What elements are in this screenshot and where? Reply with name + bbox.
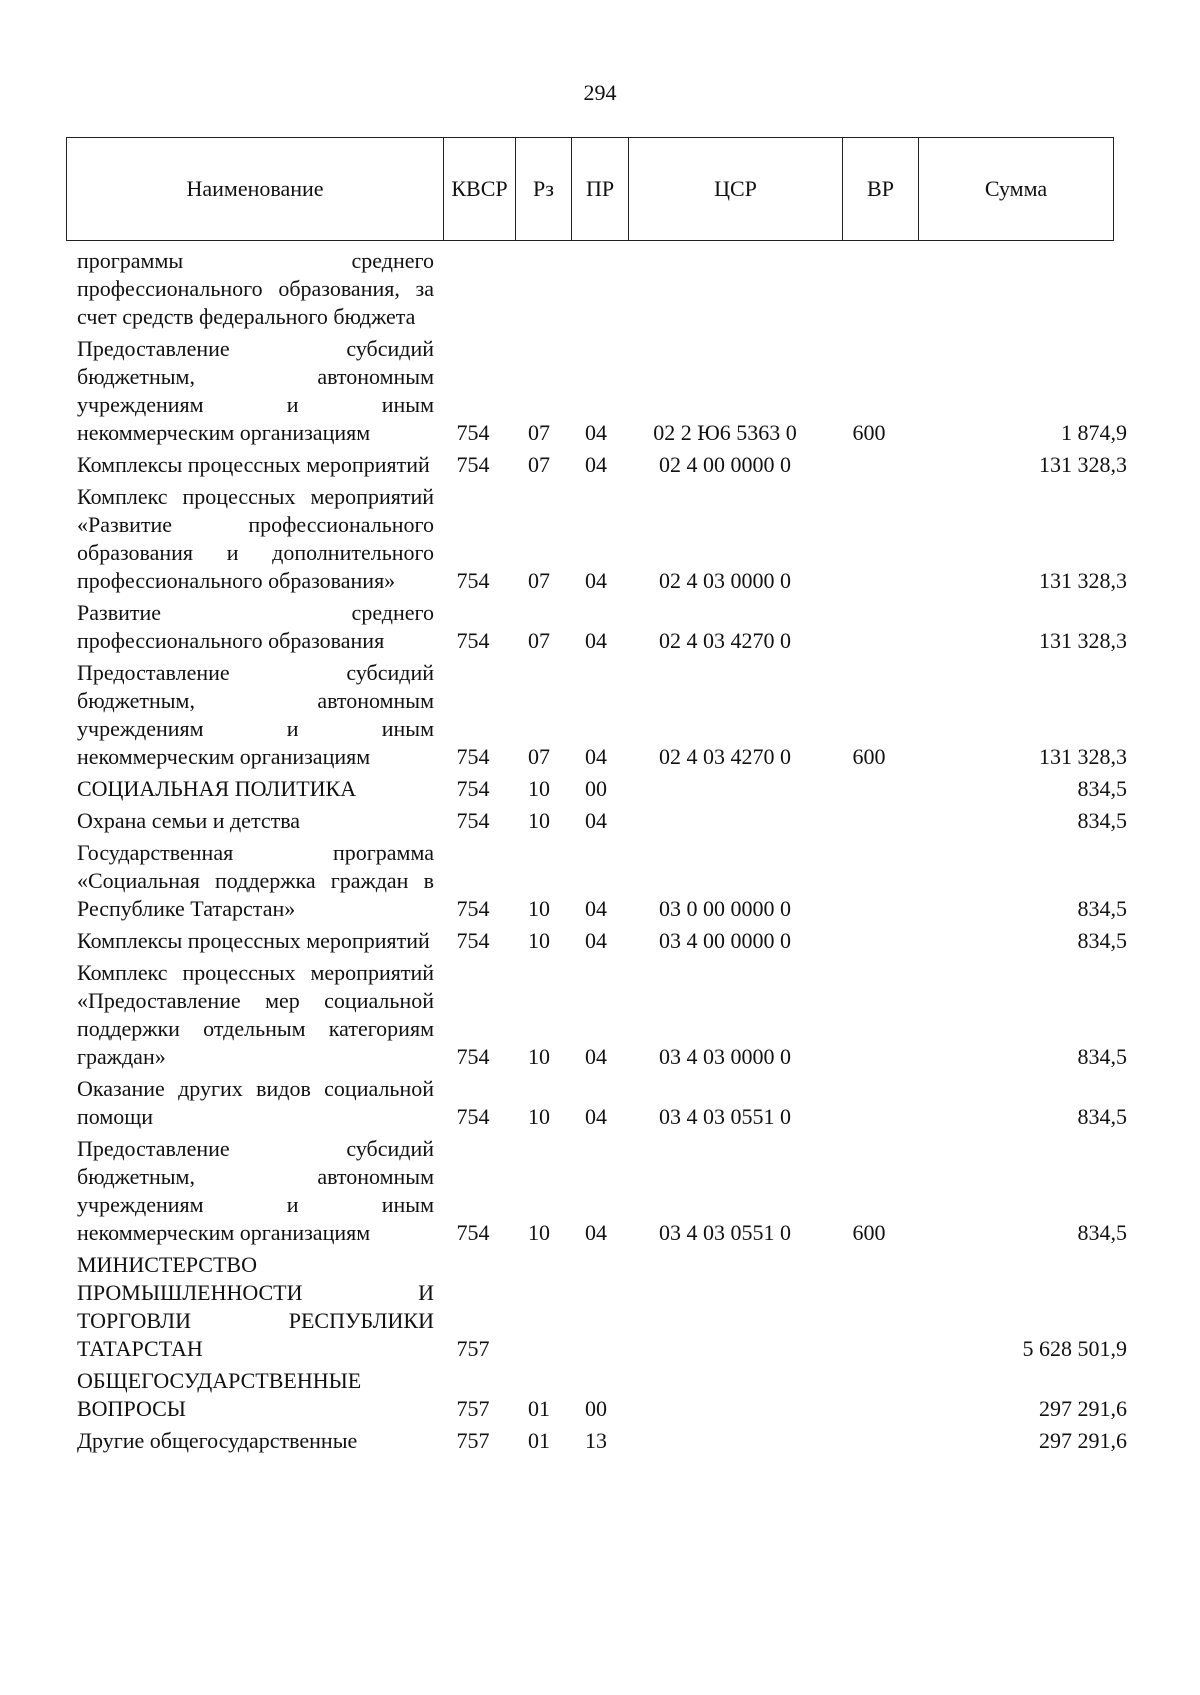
row-kvsr: 754	[456, 1104, 490, 1129]
row-sum: 834,5	[1077, 1044, 1127, 1069]
row-kvsr: 754	[456, 568, 490, 593]
row-name: Развитие среднего профессионального образования	[77, 600, 434, 653]
row-csr: 02 2 Ю6 5363 0	[653, 420, 797, 445]
row-pr: 04	[585, 928, 607, 953]
row-pr: 04	[585, 1220, 607, 1245]
header-sum: Сумма	[918, 138, 1113, 240]
table-row	[0, 1251, 1200, 1363]
row-sum: 834,5	[1077, 1220, 1127, 1245]
row-name: программы среднего профессионального образования, за счет средств федерального бюджета	[77, 248, 434, 329]
table-header	[66, 137, 1114, 241]
row-name: МИНИСТЕРСТВО ПРОМЫШЛЕННОСТИ И ТОРГОВЛИ РЕСПУБЛИКИ ТАТАРСТАН	[77, 1252, 434, 1361]
row-kvsr: 754	[456, 896, 490, 921]
row-name: Оказание других видов социальной помощи	[77, 1076, 434, 1129]
row-pr: 00	[585, 1396, 607, 1421]
row-kvsr: 757	[456, 1336, 490, 1361]
row-kvsr: 757	[456, 1396, 490, 1421]
row-name: Предоставление субсидий бюджетным, автономным учреждениям и иным некоммерческим организациям	[77, 660, 434, 769]
row-name: Охрана семьи и детства	[77, 808, 301, 833]
row-rz: 07	[528, 628, 550, 653]
header-pr: ПР	[571, 138, 628, 240]
row-rz: 07	[528, 452, 550, 477]
row-csr: 02 4 03 0000 0	[659, 568, 791, 593]
row-kvsr: 754	[456, 420, 490, 445]
table-row	[0, 247, 1200, 331]
table-row	[0, 807, 1200, 835]
header-rz: Рз	[515, 138, 571, 240]
row-rz: 07	[528, 420, 550, 445]
row-sum: 834,5	[1077, 1104, 1127, 1129]
row-kvsr: 757	[456, 1428, 490, 1453]
row-sum: 131 328,3	[1039, 628, 1127, 653]
row-pr: 00	[585, 776, 607, 801]
row-pr: 13	[585, 1428, 607, 1453]
row-sum: 5 628 501,9	[1022, 1336, 1127, 1361]
header-vr: ВР	[842, 138, 918, 240]
row-kvsr: 754	[456, 628, 490, 653]
table-row	[0, 1427, 1200, 1455]
row-csr: 03 4 03 0551 0	[659, 1220, 791, 1245]
row-rz: 10	[528, 896, 550, 921]
row-rz: 10	[528, 1044, 550, 1069]
row-rz: 07	[528, 744, 550, 769]
table-row	[0, 839, 1200, 923]
row-kvsr: 754	[456, 744, 490, 769]
header-kvsr: КВСР	[443, 138, 515, 240]
row-pr: 04	[585, 628, 607, 653]
row-pr: 04	[585, 1104, 607, 1129]
row-name: Комплекс процессных мероприятий «Развитие профессионального образования и дополнительного профессионального образования»	[77, 484, 434, 593]
row-sum: 131 328,3	[1039, 744, 1127, 769]
table-body	[0, 247, 1200, 1459]
row-rz: 07	[528, 568, 550, 593]
row-rz: 10	[528, 1104, 550, 1129]
header-csr: ЦСР	[628, 138, 842, 240]
table-row	[0, 927, 1200, 955]
table-row	[0, 599, 1200, 655]
row-kvsr: 754	[456, 452, 490, 477]
row-name: ОБЩЕГОСУДАРСТВЕННЫЕ ВОПРОСЫ	[77, 1368, 362, 1421]
table-row	[0, 1135, 1200, 1247]
row-sum: 834,5	[1077, 928, 1127, 953]
row-pr: 04	[585, 568, 607, 593]
row-vr: 600	[852, 1220, 886, 1245]
row-rz: 10	[528, 776, 550, 801]
row-kvsr: 754	[456, 1044, 490, 1069]
row-csr: 03 0 00 0000 0	[659, 896, 791, 921]
table-row	[0, 1075, 1200, 1131]
row-pr: 04	[585, 1044, 607, 1069]
row-name: Комплекс процессных мероприятий «Предоставление мер социальной поддержки отдельным категориям граждан»	[77, 960, 434, 1069]
row-pr: 04	[585, 452, 607, 477]
table-row	[0, 1367, 1200, 1423]
row-rz: 10	[528, 1220, 550, 1245]
row-csr: 03 4 03 0551 0	[659, 1104, 791, 1129]
row-sum: 834,5	[1077, 776, 1127, 801]
row-pr: 04	[585, 420, 607, 445]
row-name: Комплексы процессных мероприятий	[77, 928, 430, 953]
row-vr: 600	[852, 744, 886, 769]
table-row	[0, 775, 1200, 803]
row-name: СОЦИАЛЬНАЯ ПОЛИТИКА	[77, 776, 357, 801]
row-name: Другие общегосударственные	[77, 1428, 358, 1453]
table-row	[0, 959, 1200, 1071]
table-row	[0, 659, 1200, 771]
row-rz: 10	[528, 808, 550, 833]
row-pr: 04	[585, 808, 607, 833]
page-number: 294	[583, 80, 617, 105]
row-csr: 02 4 00 0000 0	[659, 452, 791, 477]
row-vr: 600	[852, 420, 886, 445]
row-sum: 297 291,6	[1039, 1396, 1127, 1421]
row-kvsr: 754	[456, 928, 490, 953]
row-kvsr: 754	[456, 1220, 490, 1245]
row-rz: 01	[528, 1396, 550, 1421]
row-sum: 131 328,3	[1039, 568, 1127, 593]
row-sum: 834,5	[1077, 896, 1127, 921]
header-name: Наименование	[186, 176, 324, 201]
row-name: Комплексы процессных мероприятий	[77, 452, 430, 477]
row-sum: 131 328,3	[1039, 452, 1127, 477]
row-sum: 1 874,9	[1061, 420, 1127, 445]
row-name: Предоставление субсидий бюджетным, автономным учреждениям и иным некоммерческим организациям	[77, 336, 434, 445]
row-name: Предоставление субсидий бюджетным, автономным учреждениям и иным некоммерческим организациям	[77, 1136, 434, 1245]
table-row	[0, 335, 1200, 447]
row-rz: 01	[528, 1428, 550, 1453]
row-kvsr: 754	[456, 776, 490, 801]
row-kvsr: 754	[456, 808, 490, 833]
row-name: Государственная программа «Социальная поддержка граждан в Республике Татарстан»	[77, 840, 434, 921]
row-csr: 02 4 03 4270 0	[659, 628, 791, 653]
row-csr: 02 4 03 4270 0	[659, 744, 791, 769]
row-pr: 04	[585, 744, 607, 769]
row-sum: 834,5	[1077, 808, 1127, 833]
table-row	[0, 483, 1200, 595]
table-row	[0, 451, 1200, 479]
row-pr: 04	[585, 896, 607, 921]
row-rz: 10	[528, 928, 550, 953]
row-csr: 03 4 03 0000 0	[659, 1044, 791, 1069]
row-csr: 03 4 00 0000 0	[659, 928, 791, 953]
row-sum: 297 291,6	[1039, 1428, 1127, 1453]
